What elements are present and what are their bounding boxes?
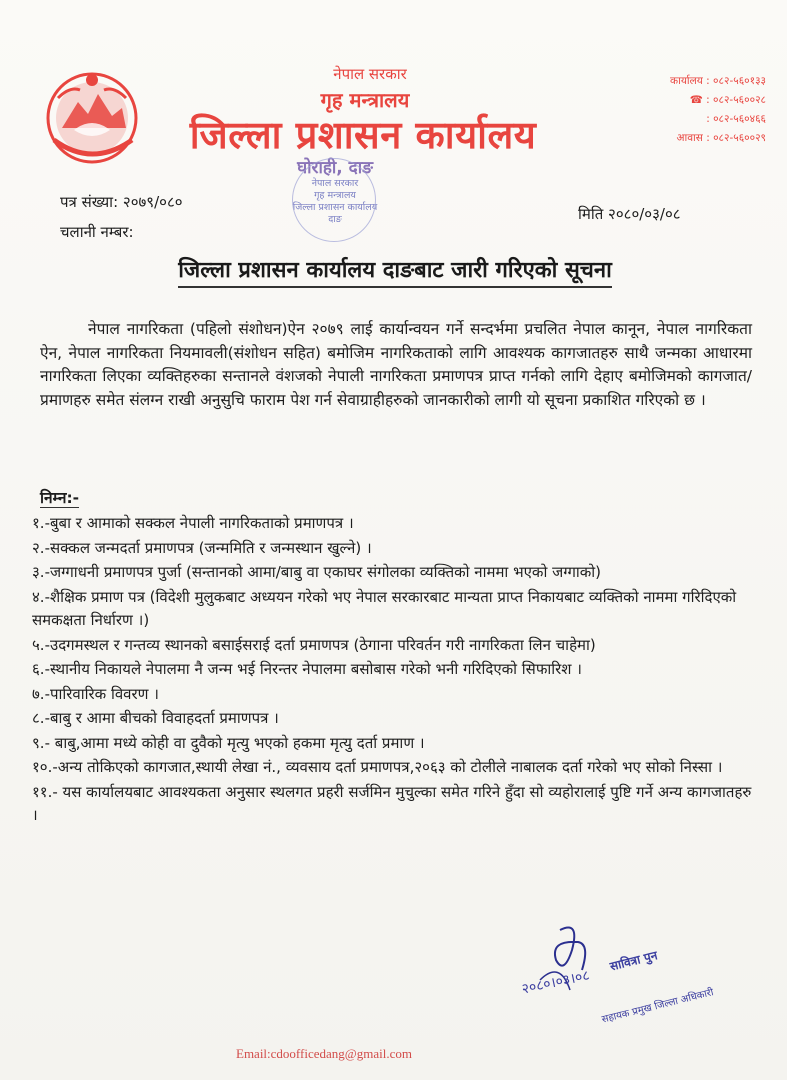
government-label: नेपाल सरकार (333, 65, 407, 83)
list-item: ८.-बाबु र आमा बीचको विवाहदर्ता प्रमाणपत्र । (32, 709, 279, 727)
office-title: जिल्ला प्रशासन कार्यालय (189, 113, 537, 157)
list-item: ६.-स्थानीय निकायले नेपालमा नै जन्म भई निरन्तर नेपालमा बसोबास गरेको भनी गरिदिएको सिफारिश । (32, 660, 582, 678)
list-item: ५.-उदगमस्थल र गन्तव्य स्थानको बसाईसराई दर्ता प्रमाणपत्र (ठेगाना परिवर्तन गरी नागरिकता लिन चाहेमा) (32, 635, 596, 654)
contact-block (596, 72, 766, 148)
list-heading (40, 486, 79, 508)
stamp-line-1: नेपाल सरकार (311, 178, 359, 189)
list-item: ४.-शैक्षिक प्रमाण पत्र (विदेशी मुलुकबाट अध्ययन गरेको भए नेपाल सरकारबाट मान्यता प्राप्त निकायबाट व्यक्तिको नाममा गरिदिएको समकक्षता निर्धारण ।) (32, 587, 737, 629)
stamp-oval (292, 158, 376, 242)
requirements-list (32, 512, 752, 829)
notice-title-text: जिल्ला प्रशासन कार्यालय दाङबाट जारी गरिएको सूचना (178, 258, 612, 288)
signature-date: २०८०।०३।०८ (520, 967, 592, 998)
stamp-place: घोराही, दाङ (297, 158, 373, 178)
ministry-label: गृह मन्त्रालय (320, 88, 410, 112)
stamp-line-2: गृह मन्त्रालय (314, 190, 356, 201)
letter-date: मिति २०८०/०३/०८ (578, 205, 681, 223)
nepal-emblem-icon (40, 68, 145, 168)
contact-residence: आवास : ०८२-५६००२९ (676, 132, 766, 144)
list-heading-text: निम्न:- (40, 489, 80, 507)
footer-email: Email:cdoofficedang@gmail.com (236, 1046, 412, 1061)
notice-body: नेपाल नागरिकता (पहिलो संशोधन)ऐन २०७९ लाई कार्यान्वयन गर्ने सन्दर्भमा प्रचलित नेपाल कानून, नेपाल नागरिकता ऐन, नेपाल नागरिकता नियमावली(संशोधन सहित) बमोजिम नागरिकताको लागि आवश्यक कागजातहरु साथै जन्मका आधारमा नागरिकता लिएका व्यक्तिहरुका सन्तानले वंशजको नेपाली नागरिकता प्रमाणपत्र प्राप्त गर्नको लागि देहाए बमोजिमको कागजात/प्रमाणहरु समेत संलग्न राखी अनुसुचि फाराम पेश गर्न सेवाग्राहीहरुको जानकारीको लागी यो सूचना प्रकाशित गरिएको छ । (40, 320, 752, 409)
stamp-line-3: जिल्ला प्रशासन कार्यालय (292, 202, 378, 213)
signatory-designation: सहायक प्रमुख जिल्ला अधिकारी (600, 987, 715, 1026)
list-item: ११.- यस कार्यालयबाट आवश्यकता अनुसार स्थलगत प्रहरी सर्जमिन मुचुल्का समेत गरिने हुँदा सो व्यहोरालाई पुष्टि गर्ने अन्य कागजातहरु । (32, 782, 752, 824)
contact-phone: ☎ : ०८२-५६००२८ (689, 94, 766, 106)
dispatch-number: चलानी नम्बर: (60, 223, 134, 241)
list-item: ९.- बाबु,आमा मध्ये कोही वा दुवैको मृत्यु भएको हकमा मृत्यु दर्ता प्रमाण । (32, 733, 425, 752)
letter-number: पत्र संख्या: २०७९/०८० (60, 193, 183, 211)
list-item: १.-बुबा र आमाको सक्कल नेपाली नागरिकताको प्रमाणपत्र । (32, 514, 354, 532)
list-item: २.-सक्कल जन्मदर्ता प्रमाणपत्र (जन्ममिति र जन्मस्थान खुल्ने) । (32, 538, 372, 557)
contact-office-phone: कार्यालय : ०८२-५६०१३३ (670, 75, 766, 87)
list-item: १०.-अन्य तोकिएको कागजात,स्थायी लेखा नं., व्यवसाय दर्ता प्रमाणपत्र,२०६३ को टोलीले नाबालक दर्ता गरेको भए सोको निस्सा । (32, 758, 723, 776)
contact-fax: : ०८२-५६०४६६ (706, 113, 766, 125)
signatory-name: सावित्रा पुन (608, 948, 659, 974)
office-stamp (270, 158, 400, 248)
stamp-line-4: दाङ (328, 214, 342, 225)
list-item: ३.-जग्गाधनी प्रमाणपत्र पुर्जा (सन्तानको आमा/बाबु वा एकाघर संगोलका व्यक्तिको नाममा भएको जग्गाको) (32, 563, 602, 581)
notice-title (145, 254, 645, 284)
list-item: ७.-पारिवारिक विवरण । (32, 684, 159, 703)
